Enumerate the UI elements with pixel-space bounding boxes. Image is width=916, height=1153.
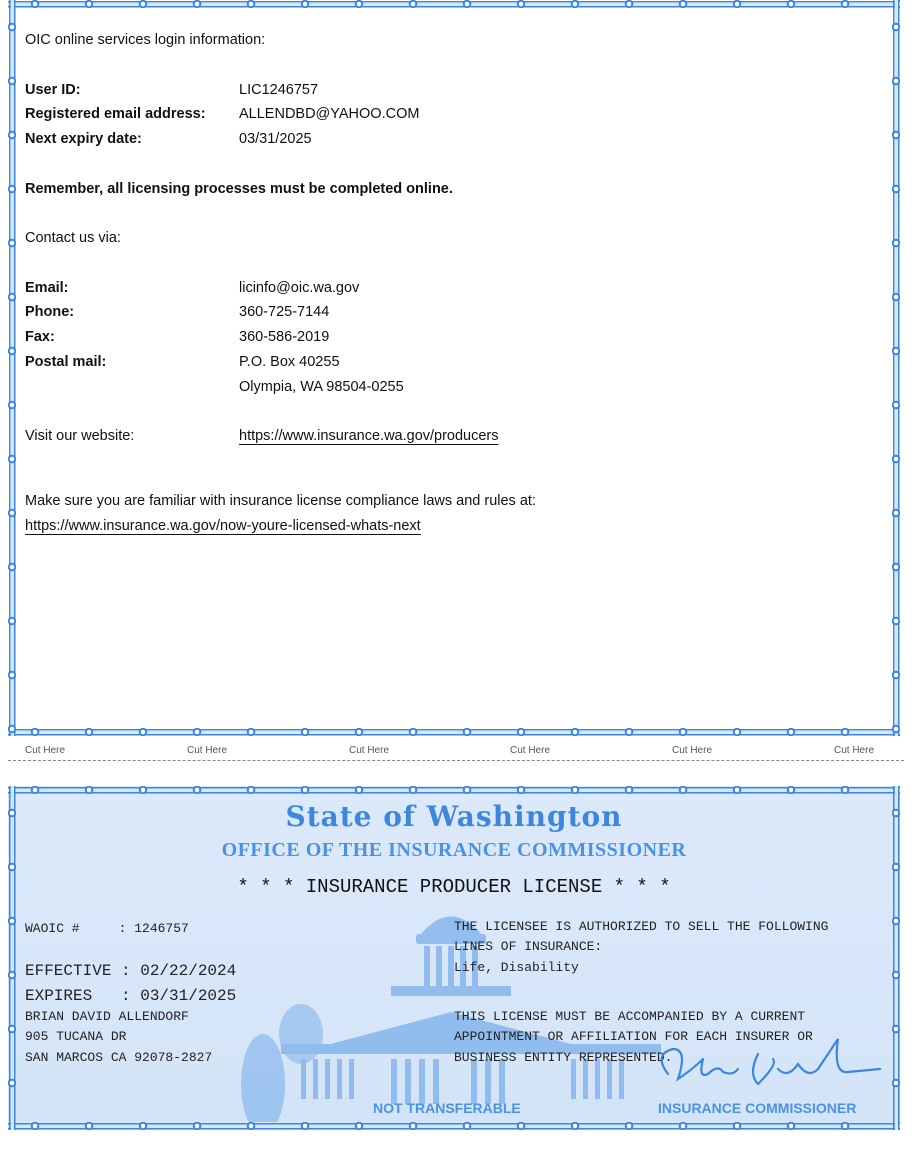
decorative-border-top (8, 0, 900, 8)
not-transferable-stamp: NOT TRANSFERABLE (373, 1100, 521, 1116)
cut-here-label: Cut Here (834, 745, 875, 756)
expires-date: 03/31/2025 (140, 987, 237, 1005)
cut-here-label: Cut Here (672, 745, 713, 756)
decorative-border-top (8, 786, 900, 794)
effective-row (25, 962, 236, 980)
website-label: Visit our website: (25, 428, 135, 444)
commissioner-signature-icon (648, 1034, 888, 1104)
commissioner-title: INSURANCE COMMISSIONER (658, 1100, 857, 1116)
notice-line3: BUSINESS ENTITY REPRESENTED. (454, 1050, 673, 1065)
contact-phone-label: Phone: (25, 304, 75, 320)
contact-email-label: Email: (25, 280, 69, 296)
cut-here-label: Cut Here (510, 745, 551, 756)
insurance-producer-license-card (8, 786, 900, 1130)
reminder-text: Remember, all licensing processes must be completed online. (25, 181, 453, 197)
holder-name: BRIAN DAVID ALLENDORF (25, 1009, 189, 1024)
contact-postal-label: Postal mail: (25, 354, 107, 370)
waoic-row (25, 921, 189, 936)
registered-email-label: Registered email address: (25, 106, 206, 122)
user-id-label: User ID: (25, 82, 81, 98)
cut-line-divider (8, 760, 904, 761)
expires-row (25, 987, 236, 1005)
authorized-line2: LINES OF INSURANCE: (454, 939, 603, 954)
contact-fax-label: Fax: (25, 329, 55, 345)
state-title: State of Washington (285, 800, 623, 833)
notice-line2: APPOINTMENT OR AFFILIATION FOR EACH INSURER OR (454, 1029, 813, 1044)
contact-postal-line2: Olympia, WA 98504-0255 (239, 379, 404, 395)
compliance-link[interactable]: https://www.insurance.wa.gov/now-youre-licensed-whats-next (25, 518, 421, 534)
holder-address-line1: 905 TUCANA DR (25, 1029, 127, 1044)
contact-fax-value: 360-586-2019 (239, 329, 330, 345)
decorative-border-left (8, 0, 16, 736)
license-title: * * * INSURANCE PRODUCER LICENSE * * * (237, 876, 671, 898)
expires-label: EXPIRES : (25, 987, 141, 1005)
decorative-border-right (892, 0, 900, 736)
authorized-line1: THE LICENSEE IS AUTHORIZED TO SELL THE FOLLOWING (454, 919, 829, 934)
decorative-border-bottom (8, 728, 900, 736)
cut-here-label: Cut Here (349, 745, 390, 756)
contact-phone-value: 360-725-7144 (239, 304, 330, 320)
cut-here-label: Cut Here (187, 745, 228, 756)
waoic-number: 1246757 (134, 921, 189, 936)
contact-email-value: licinfo@oic.wa.gov (239, 280, 360, 296)
effective-date: 02/22/2024 (140, 962, 237, 980)
expiry-date-label: Next expiry date: (25, 131, 142, 147)
decorative-border-bottom (8, 1122, 900, 1130)
compliance-text: Make sure you are familiar with insurance license compliance laws and rules at: (25, 493, 536, 509)
waoic-label: WAOIC # : (25, 921, 135, 936)
producers-website-link[interactable]: https://www.insurance.wa.gov/producers (239, 428, 499, 444)
expiry-date-value: 03/31/2025 (239, 131, 312, 147)
user-id-value: LIC1246757 (239, 82, 319, 98)
effective-label: EFFECTIVE : (25, 962, 141, 980)
contact-postal-line1: P.O. Box 40255 (239, 354, 340, 370)
intro-text: OIC online services login information: (25, 32, 266, 48)
lines-of-insurance: Life, Disability (454, 960, 579, 975)
registered-email-value: ALLENDBD@YAHOO.COM (239, 106, 420, 122)
decorative-border-left (8, 786, 16, 1130)
contact-heading: Contact us via: (25, 230, 121, 246)
decorative-border-right (892, 786, 900, 1130)
notice-line1: THIS LICENSE MUST BE ACCOMPANIED BY A CURRENT (454, 1009, 806, 1024)
office-title: OFFICE OF THE INSURANCE COMMISSIONER (221, 839, 687, 861)
holder-address-line2: SAN MARCOS CA 92078-2827 (25, 1050, 213, 1065)
cut-here-label: Cut Here (25, 745, 66, 756)
